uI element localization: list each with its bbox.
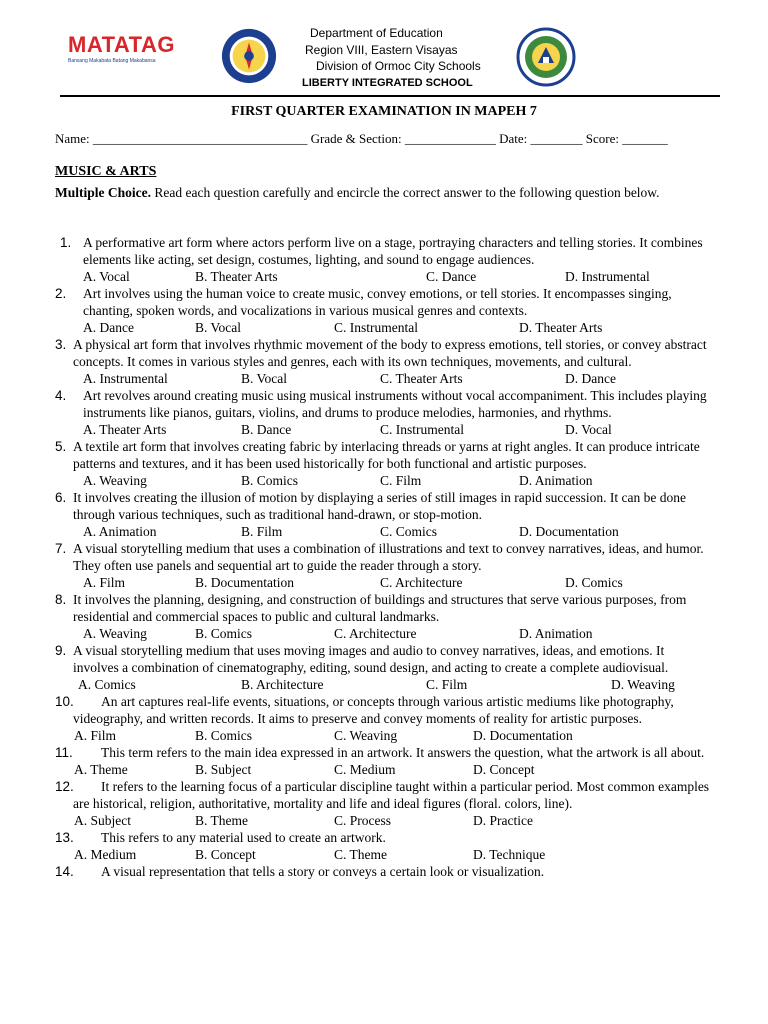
question-number: 10. [55,694,74,709]
question-item [0,336,713,370]
question-item [0,489,713,523]
choice-a[interactable]: A. Animation [83,524,157,539]
school-header [290,25,510,91]
question-item [0,744,723,761]
choice-row [0,727,768,744]
question-item [0,591,713,625]
choice-row [0,625,768,642]
question-text: A physical art form that involves rhythmic movement of the body to express emotions, tell stories, or convey abstract concepts. It comes in various styles and genres, each with its own techniques, movements, and cultural. [73,337,707,369]
choice-c[interactable]: C. Architecture [334,626,417,641]
choice-row [0,370,768,387]
question-item [0,642,713,676]
choice-row [0,472,768,489]
question-number: 9. [55,643,67,658]
question-number: 3. [55,337,67,352]
question-item [0,693,713,727]
choice-row [0,421,768,438]
question-number: 4. [55,388,67,403]
choice-b[interactable]: B. Comics [241,473,299,488]
choice-row [0,523,768,540]
matatag-tagline: Bansang Makabata Batang Makabansa [68,58,156,64]
choice-b[interactable]: B. Dance [241,422,292,437]
choice-b[interactable]: B. Documentation [195,575,294,590]
matatag-logo [68,33,188,64]
instructions-label: Multiple Choice. [55,185,151,200]
question-number: 1. [60,235,72,250]
instructions-text: Read each question carefully and encircle the correct answer to the following question below. [151,185,660,200]
choice-d[interactable]: D. Concept [473,762,535,777]
choice-d[interactable]: D. Documentation [473,728,573,743]
choice-a[interactable]: A. Weaving [83,626,147,641]
question-number: 7. [55,541,67,556]
department-name: Department of Education [310,26,443,40]
choice-c[interactable]: C. Theater Arts [380,371,463,386]
question-list [0,234,768,880]
choice-a[interactable]: A. Film [74,728,117,743]
question-item [0,540,713,574]
choice-d[interactable]: D. Instrumental [565,269,650,284]
header-divider [60,95,720,97]
question-number: 11. [55,745,73,760]
choice-c[interactable]: C. Theme [334,847,387,862]
choice-c[interactable]: C. Film [380,473,422,488]
question-number: 2. [55,286,67,301]
question-item [0,387,713,421]
choice-b[interactable]: B. Vocal [241,371,288,386]
choice-b[interactable]: B. Comics [195,728,253,743]
region-name: Region VIII, Eastern Visayas [305,42,458,57]
choice-b[interactable]: B. Architecture [241,677,324,692]
choice-row [0,846,768,863]
question-text: An art captures real-life events, situations, or concepts through various artistic mediums like photography, videography, and written records. It aims to preserve and convey moments of reality for artistic purposes. [73,694,674,726]
question-item [0,438,713,472]
exam-title: FIRST QUARTER EXAMINATION IN MAPEH 7 [231,104,537,119]
choice-d[interactable]: D. Animation [519,626,593,641]
choice-d[interactable]: D. Dance [565,371,616,386]
question-item [0,829,713,846]
choice-c[interactable]: C. Instrumental [334,320,418,335]
choice-b[interactable]: B. Concept [195,847,256,862]
choice-c[interactable]: C. Instrumental [380,422,464,437]
choice-a[interactable]: A. Film [83,575,126,590]
choice-d[interactable]: D. Practice [473,813,533,828]
matatag-wordmark: MATATAG [68,32,175,57]
question-text: It involves creating the illusion of motion by displaying a series of still images in rapid succession. It can be done through various techniques, such as traditional hand-drawn, or stop-motion. [73,490,686,522]
question-item [0,863,713,880]
question-number: 5. [55,439,67,454]
choice-d[interactable]: D. Technique [473,847,546,862]
choice-c[interactable]: C. Process [334,813,391,828]
choice-b[interactable]: B. Vocal [195,320,242,335]
question-text: Art revolves around creating music using musical instruments without vocal accompaniment. This includes playing instruments like pianos, guitars, violins, and drums to produce melodies, harmonies, and rhythms. [83,388,707,420]
question-text: A textile art form that involves creating fabric by interlacing threads or yarns at right angles. It can produce intricate patterns and textures, and it has been used historically for both functional and artistic purposes. [73,439,700,471]
choice-a[interactable]: A. Weaving [83,473,147,488]
choice-a[interactable]: A. Vocal [83,269,130,284]
division-name: Division of Ormoc City Schools [316,59,481,73]
question-text: A visual representation that tells a story or conveys a certain look or visualization. [101,864,545,879]
choice-d[interactable]: D. Documentation [519,524,619,539]
question-text: A performative art form where actors perform live on a stage, portraying characters and telling stories. It combines elements like acting, set design, costumes, lighting, and sound to engage audiences. [83,235,703,267]
choice-row [0,268,768,285]
question-item [0,285,713,319]
question-number: 13. [55,830,74,845]
deped-seal-icon [220,27,278,85]
choice-d[interactable]: D. Animation [519,473,593,488]
question-item [0,234,733,268]
choice-a[interactable]: A. Dance [83,320,134,335]
choice-a[interactable]: A. Comics [78,677,136,692]
choice-c[interactable]: C. Architecture [380,575,463,590]
question-text: It refers to the learning focus of a particular discipline taught within a particular period. Most common examples are historical, religion, authoritative, mortality and life and ideal figures (floral. colors, line). [73,779,710,811]
choice-a[interactable]: A. Instrumental [83,371,168,386]
choice-row [0,812,768,829]
question-number: 6. [55,490,67,505]
choice-a[interactable]: A. Theater Arts [83,422,167,437]
choice-row [0,676,768,693]
school-name: LIBERTY INTEGRATED SCHOOL [302,76,473,89]
choice-d[interactable]: D. Comics [565,575,623,590]
section-title: MUSIC & ARTS [55,164,157,179]
choice-b[interactable]: B. Film [241,524,283,539]
choice-b[interactable]: B. Theater Arts [195,269,278,284]
choice-d[interactable]: D. Theater Arts [519,320,603,335]
question-text: It involves the planning, designing, and construction of buildings and structures that serve various purposes, from residential and commercial spaces to public and cultural landmarks. [73,592,687,624]
instructions [55,184,735,201]
choice-c[interactable]: C. Medium [334,762,396,777]
choice-a[interactable]: A. Medium [74,847,137,862]
student-info-line: Name: _________________________________ Grade & Section: ______________ Date: ________ Score: _______ [55,131,668,146]
choice-d[interactable]: D. Weaving [611,677,675,692]
choice-row [0,761,768,778]
question-text: A visual storytelling medium that uses moving images and audio to convey narratives, ideas, and emotions. It involves a combination of cinematography, editing, sound design, and acting to create a complete audiovisual. [73,643,669,675]
choice-d[interactable]: D. Vocal [565,422,612,437]
question-item [0,778,713,812]
choice-b[interactable]: B. Comics [195,626,253,641]
question-text: Art involves using the human voice to create music, convey emotions, or tell stories. It encompasses singing, chanting, spoken words, and vocalizations in various musical genres and contexts. [83,286,672,318]
question-text: This term refers to the main idea expressed in an artwork. It answers the question, what the artwork is all about. [101,745,705,760]
choice-c[interactable]: C. Film [426,677,468,692]
choice-a[interactable]: A. Theme [74,762,128,777]
choice-c[interactable]: C. Comics [380,524,438,539]
choice-row [0,319,768,336]
school-seal-icon [516,27,576,87]
choice-b[interactable]: B. Theme [195,813,248,828]
question-number: 8. [55,592,67,607]
choice-c[interactable]: C. Dance [426,269,477,284]
question-number: 14. [55,864,74,879]
question-text: This refers to any material used to create an artwork. [101,830,386,845]
choice-row [0,574,768,591]
question-text: A visual storytelling medium that uses a combination of illustrations and text to convey narratives, ideas, and humor. They often use panels and sequential art to guide the reader through a story. [73,541,704,573]
choice-b[interactable]: B. Subject [195,762,252,777]
question-number: 12. [55,779,74,794]
choice-c[interactable]: C. Weaving [334,728,398,743]
choice-a[interactable]: A. Subject [74,813,131,828]
